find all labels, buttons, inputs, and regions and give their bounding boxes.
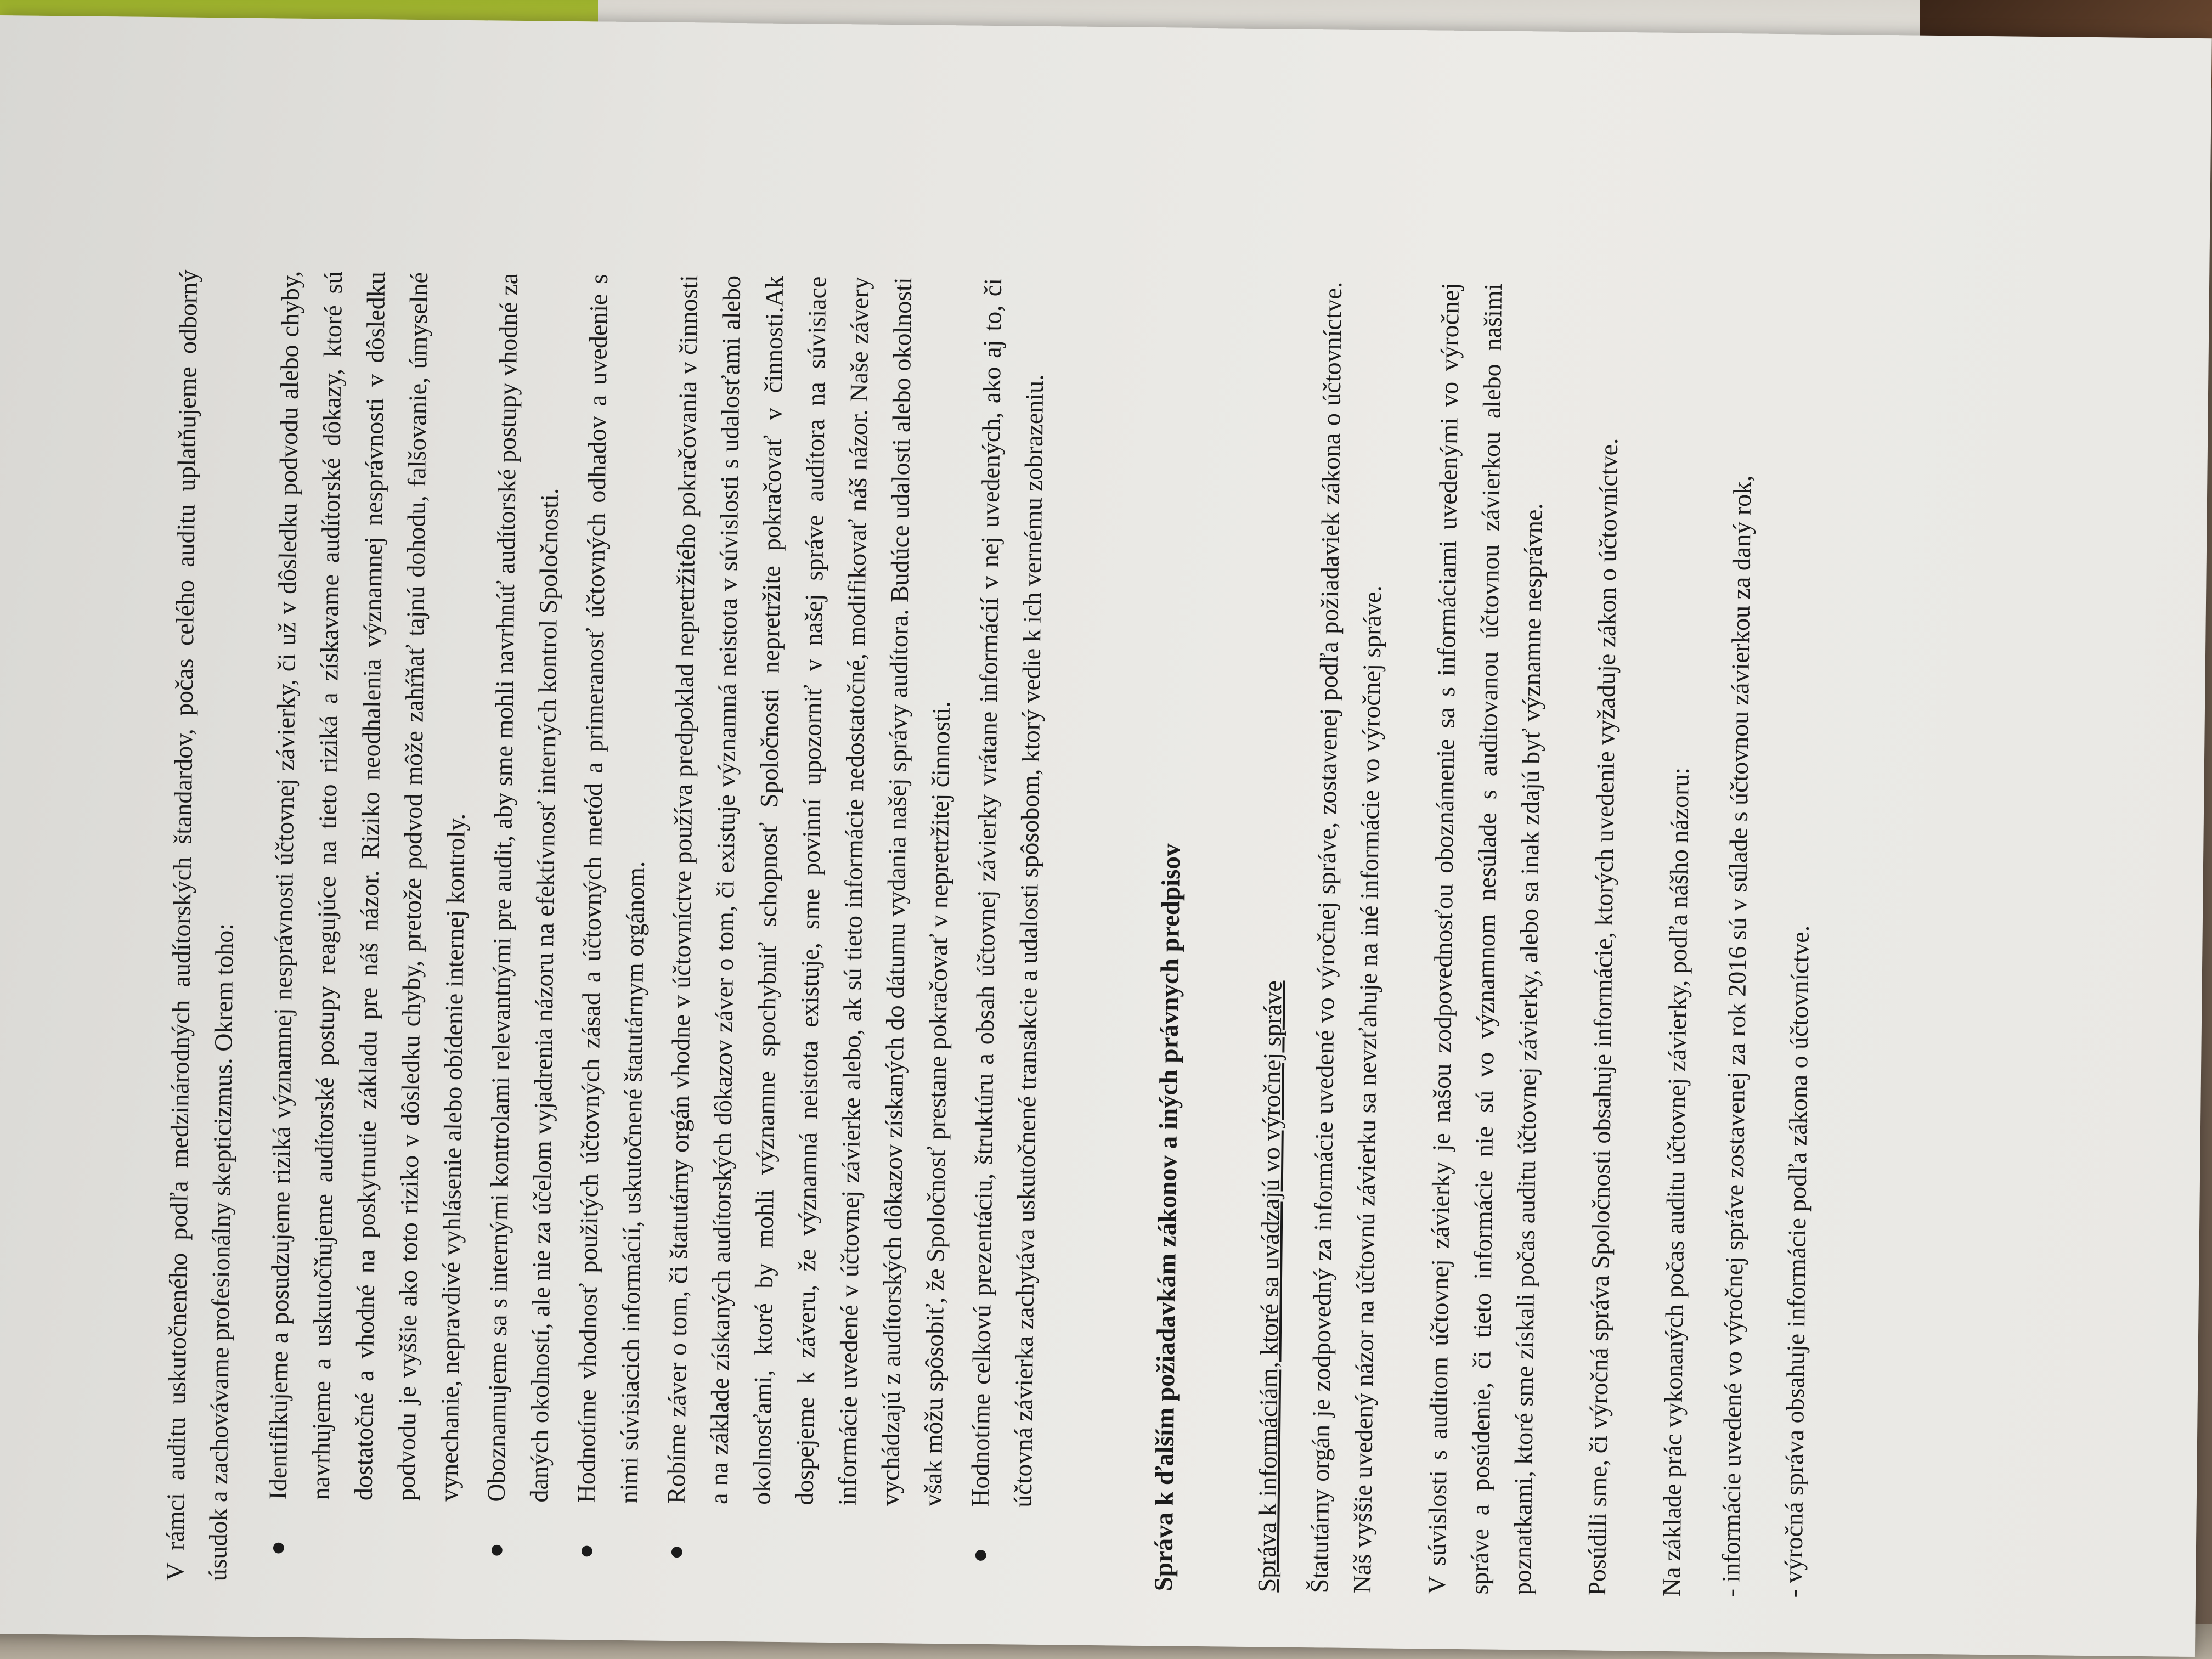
- list-item: [564, 274, 663, 1586]
- opinion-intro: Na základe prác vykonaných počas auditu účtovnej závierky, podľa nášho názoru:: [1657, 767, 1694, 1597]
- page-body: [21, 159, 1830, 1658]
- intro-paragraph: V rámci auditu uskutočneného podľa medzinárodných audítorských štandardov, počas celého auditu uplatňujeme odborný úsudok a zachovávame profesionálny skepticizmus. Okrem toho:: [161, 269, 239, 1582]
- list-item: [256, 270, 483, 1584]
- bullet-icon: ●: [263, 1540, 291, 1556]
- section-heading: Správa k ďalším požiadavkám zákonov a iných právnych predpisov: [1149, 843, 1186, 1592]
- list-item-text: Hodnotíme celkovú prezentáciu, štruktúru a obsah účtovnej závierky vrátane informácií v nej uvedených, ako aj to, či účtovná závierka zachytáva uskutočnené transakcie a udalosti spôsobom, ktorý vedie k ich vernému zobrazeniu.: [966, 278, 1049, 1508]
- opinion-item: - výročná správa obsahuje informácie podľa zákona o účtovníctve.: [1779, 925, 1814, 1598]
- list-item: [654, 275, 967, 1589]
- list-item: [474, 273, 573, 1585]
- opinion-item: - informácie uvedené vo výročnej správe zostavenej za rok 2016 sú v súlade s účtovnou závierkou za daný rok,: [1716, 475, 1757, 1598]
- paragraph: Posúdili sme, či výročná správa Spoločnosti obsahuje informácie, ktorých uvedenie vyžaduje zákon o účtovníctve.: [1582, 438, 1623, 1596]
- list-item-text: Identifikujeme a posudzujeme riziká významnej nesprávnosti účtovnej závierky, či už v dôsledku podvodu alebo chyby, navrhujeme a uskutočňujeme audítorské postupy reagujúce na tieto riziká a získavame audítorské dôkazy, ktoré sú dostatočné a vhodné na poskytnutie základu pre náš názor. Riziko neodhalenia významnej nesprávnosti v dôsledku podvodu je vyššie ako toto riziko v dôsledku chyby, pretože podvod môže zahŕňať tajnú dohodu, falšovanie, úmyselné vynechanie, nepravdivé vyhlásenie alebo obídenie internej kontroly.: [263, 270, 470, 1502]
- bullet-icon: ●: [965, 1547, 994, 1564]
- list-item-text: Hodnotíme vhodnosť použitých účtovných zásad a účtovných metód a primeranosť účtovných odhadov a uvedenie s nimi súvisiacich informácií, uskutočnené štatutárnym orgánom.: [572, 274, 650, 1504]
- bullet-icon: ●: [571, 1543, 600, 1559]
- list-item: [958, 278, 1057, 1590]
- list-item-text: Robíme záver o tom, či štatutárny orgán vhodne v účtovníctve používa predpoklad nepretržitého pokračovania v činnosti a na základe získaných audítorských dôkazov záver o tom, či existuje významná neistota v súvislosti s udalosťami alebo okolnosťami, ktoré by mohli významne spochybniť schopnosť Spoločnosti nepretržite pokračovať v činnosti.Ak dospejeme k záveru, že významná neistota existuje, sme povinní upozorniť v našej správe audítora na súvisiace informácie uvedené v účtovnej závierke alebo, ak sú tieto informácie nedostatočné, modifikovať náš názor. Naše závery vychádzajú z audítorských dôkazov získaných do dátumu vydania našej správy audítora. Budúce udalosti alebo okolnosti však môžu spôsobiť, že Spoločnosť prestane pokračovať v nepretržitej činnosti.: [662, 274, 956, 1507]
- bullet-icon: ●: [481, 1542, 510, 1558]
- list-item-text: Oboznamujeme sa s internými kontrolami relevantnými pre audit, aby sme mohli navrhnúť audítorské postupy vhodné za daných okolností, ale nie za účelom vyjadrenia názoru na efektívnosť interných kontrol Spoločnosti.: [482, 273, 564, 1503]
- audit-procedures-list: [256, 270, 1057, 1590]
- paragraph: Štatutárny orgán je zodpovedný za informácie uvedené vo výročnej správe, zostavenej podľa požiadaviek zákona o účtovníctve. Náš vyššie uvedený názor na účtovnú závierku sa nevzťahuje na iné informácie vo výročnej správe.: [1305, 281, 1387, 1594]
- bullet-icon: ●: [661, 1544, 690, 1560]
- document-sheet: [0, 15, 2212, 1657]
- subsection-heading: Správa k informáciám, ktoré sa uvádzajú vo výročnej správe: [1252, 980, 1287, 1593]
- page-text-rotated: [21, 159, 2067, 1659]
- paragraph: V súvislosti s auditom účtovnej závierky je našou zodpovednosťou oboznámenie sa s informáciami uvedenými vo výročnej správe a posúdenie, či tieto informácie nie sú vo významnom nesúlade s auditovanou účtovnou závierkou alebo našimi poznatkami, ktoré sme získali počas auditu účtovnej závierky, alebo sa inak zdajú byť významne nesprávne.: [1423, 283, 1548, 1595]
